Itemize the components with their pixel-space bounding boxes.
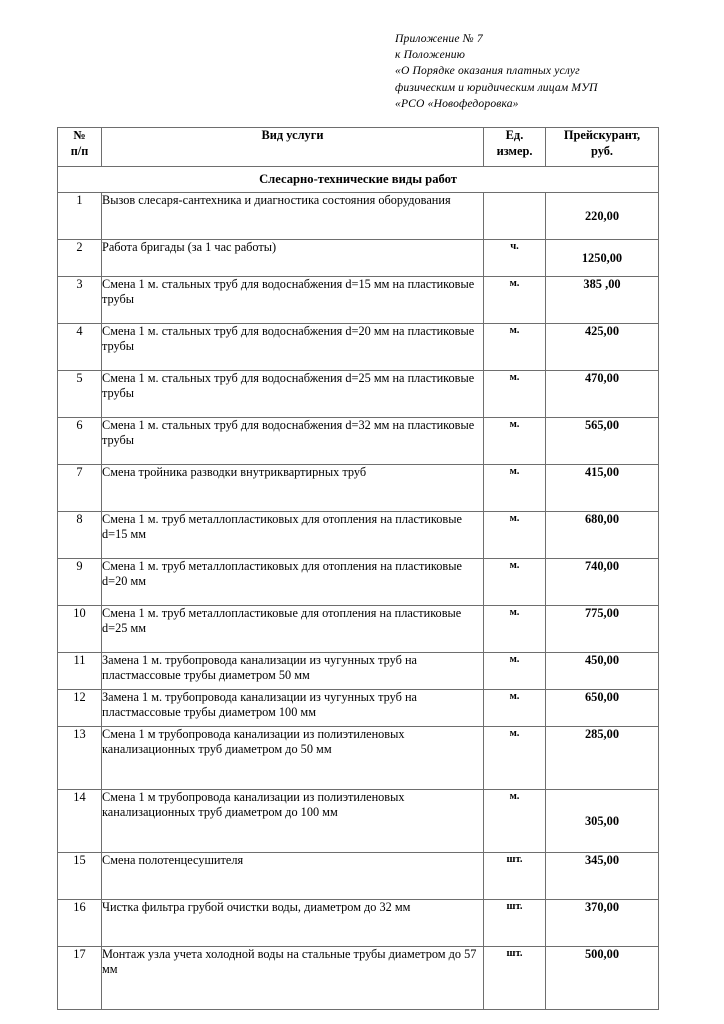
table-row: [58, 900, 659, 947]
row-price: 450,00: [546, 653, 659, 690]
row-unit: шт.: [484, 900, 546, 947]
row-number: 14: [58, 790, 102, 853]
row-number: 3: [58, 277, 102, 324]
header-line-5: «РСО «Новофедоровка»: [395, 96, 519, 110]
row-unit: [484, 193, 546, 240]
row-price: 220,00: [546, 193, 659, 240]
row-service: Чистка фильтра грубой очистки воды, диаметром до 32 мм: [102, 900, 484, 947]
row-number: 13: [58, 727, 102, 790]
column-header-unit: [484, 128, 546, 167]
table-row: [58, 465, 659, 512]
row-unit: м.: [484, 790, 546, 853]
header-line-1: Приложение № 7: [395, 32, 483, 45]
row-price: 425,00: [546, 324, 659, 371]
table-row: [58, 324, 659, 371]
row-service: Смена 1 м. труб металлопластиковых для отопления на пластиковые d=20 мм: [102, 559, 484, 606]
row-price: 650,00: [546, 690, 659, 727]
row-number: 12: [58, 690, 102, 727]
row-price: 370,00: [546, 900, 659, 947]
column-header-price-line1: Прейскурант,: [563, 128, 641, 142]
table-row: [58, 559, 659, 606]
price-list-table: [57, 127, 659, 1010]
row-price: 565,00: [546, 418, 659, 465]
row-number: 4: [58, 324, 102, 371]
column-header-price: [546, 128, 659, 167]
row-unit: м.: [484, 559, 546, 606]
table-row: [58, 371, 659, 418]
row-unit: м.: [484, 690, 546, 727]
row-number: 1: [58, 193, 102, 240]
table-row: [58, 277, 659, 324]
document-header-block: [395, 31, 695, 112]
row-service: Смена тройника разводки внутриквартирных труб: [102, 465, 484, 512]
row-service: Смена 1 м. труб металлопластиковых для отопления на пластиковые d=15 мм: [102, 512, 484, 559]
row-service: Смена 1 м. стальных труб для водоснабжения d=20 мм на пластиковые трубы: [102, 324, 484, 371]
table-row: [58, 727, 659, 790]
row-unit: м.: [484, 727, 546, 790]
row-number: 9: [58, 559, 102, 606]
header-line-4: физическим и юридическим лицам МУП: [395, 80, 598, 94]
table-row: [58, 512, 659, 559]
row-service: Смена 1 м трубопровода канализации из полиэтиленовых канализационных труб диаметром до 100 мм: [102, 790, 484, 853]
row-service: Смена 1 м трубопровода канализации из полиэтиленовых канализационных труб диаметром до 50 мм: [102, 727, 484, 790]
table-header-row: [58, 128, 659, 167]
row-price: 415,00: [546, 465, 659, 512]
section-title-row: [58, 167, 659, 193]
row-number: 7: [58, 465, 102, 512]
row-price: 775,00: [546, 606, 659, 653]
column-header-unit-line2: измер.: [496, 143, 533, 158]
row-unit: шт.: [484, 947, 546, 1010]
header-line-3: «О Порядке оказания платных услуг: [395, 64, 580, 78]
row-service: Вызов слесаря-сантехника и диагностика состояния оборудования: [102, 193, 484, 240]
row-number: 17: [58, 947, 102, 1010]
row-unit: м.: [484, 512, 546, 559]
row-unit: м.: [484, 418, 546, 465]
row-price: 740,00: [546, 559, 659, 606]
row-unit: м.: [484, 653, 546, 690]
row-service: Замена 1 м. трубопровода канализации из чугунных труб на пластмассовые трубы диаметром 50 мм: [102, 653, 484, 690]
row-price: 345,00: [546, 853, 659, 900]
table-row: [58, 853, 659, 900]
row-unit: м.: [484, 371, 546, 418]
row-service: Смена 1 м. стальных труб для водоснабжения d=25 мм на пластиковые трубы: [102, 371, 484, 418]
table-row: [58, 606, 659, 653]
row-price: 285,00: [546, 727, 659, 790]
row-number: 11: [58, 653, 102, 690]
row-unit: м.: [484, 277, 546, 324]
column-header-number-line2: п/п: [70, 143, 89, 158]
section-title: Слесарно-технические виды работ: [58, 167, 659, 193]
row-service: Работа бригады (за 1 час работы): [102, 240, 484, 277]
row-number: 2: [58, 240, 102, 277]
row-service: Замена 1 м. трубопровода канализации из чугунных труб на пластмассовые трубы диаметром 100 мм: [102, 690, 484, 727]
row-unit: шт.: [484, 853, 546, 900]
row-unit: м.: [484, 324, 546, 371]
column-header-number: [58, 128, 102, 167]
row-service: Монтаж узла учета холодной воды на стальные трубы диаметром до 57 мм: [102, 947, 484, 1010]
row-price: 500,00: [546, 947, 659, 1010]
table-row: [58, 653, 659, 690]
row-number: 6: [58, 418, 102, 465]
row-price: 1250,00: [546, 240, 659, 277]
row-unit: м.: [484, 465, 546, 512]
table-row: [58, 790, 659, 853]
row-price: 470,00: [546, 371, 659, 418]
row-unit: м.: [484, 606, 546, 653]
row-service: Смена полотенцесушителя: [102, 853, 484, 900]
row-number: 15: [58, 853, 102, 900]
row-price: 385 ,00: [546, 277, 659, 324]
table-row: [58, 690, 659, 727]
column-header-number-line1: №: [73, 128, 86, 142]
row-number: 10: [58, 606, 102, 653]
row-price: 680,00: [546, 512, 659, 559]
column-header-unit-line1: Ед.: [505, 128, 524, 142]
row-service: Смена 1 м. стальных труб для водоснабжения d=32 мм на пластиковые трубы: [102, 418, 484, 465]
table-row: [58, 947, 659, 1010]
row-unit: ч.: [484, 240, 546, 277]
row-number: 5: [58, 371, 102, 418]
row-service: Смена 1 м. труб металлопластиковые для отопления на пластиковые d=25 мм: [102, 606, 484, 653]
table-row: [58, 418, 659, 465]
column-header-price-line2: руб.: [590, 143, 614, 158]
header-line-2: к Положению: [395, 48, 466, 62]
row-service: Смена 1 м. стальных труб для водоснабжения d=15 мм на пластиковые трубы: [102, 277, 484, 324]
table-row: [58, 193, 659, 240]
row-price: 305,00: [546, 790, 659, 853]
column-header-service: Вид услуги: [102, 128, 484, 167]
table-row: [58, 240, 659, 277]
row-number: 16: [58, 900, 102, 947]
row-number: 8: [58, 512, 102, 559]
